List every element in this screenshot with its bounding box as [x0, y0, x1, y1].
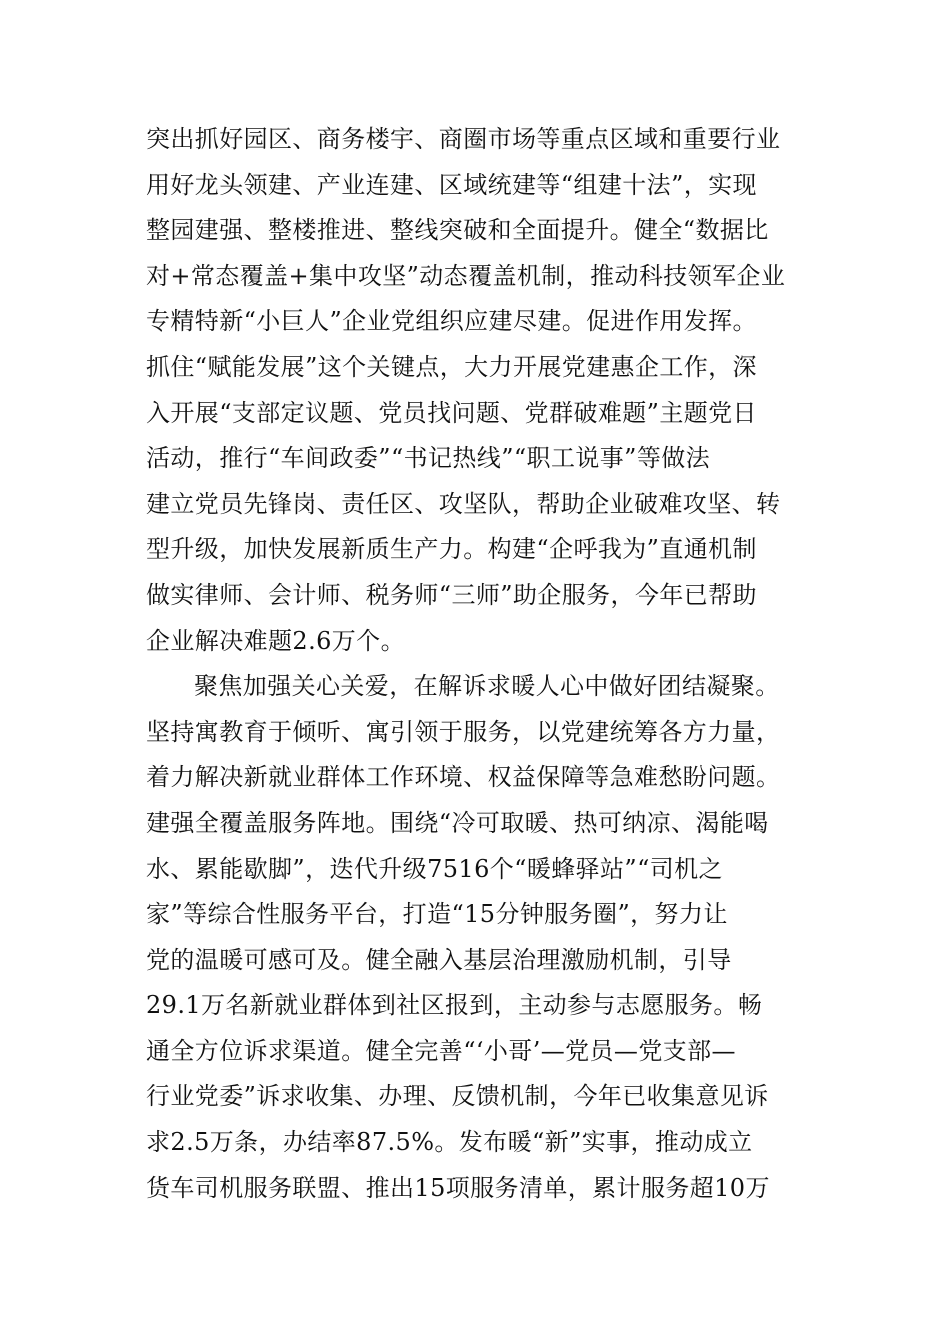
text-line: 着力解决新就业群体工作环境、权益保障等急难愁盼问题。	[146, 763, 781, 792]
text-line: 做实律师、会计师、税务师“三师”助企服务，今年已帮助	[146, 580, 757, 609]
text-line: 建立党员先锋岗、责任区、攻坚队，帮助企业破难攻坚、转	[146, 489, 781, 518]
text-line: 对+常态覆盖+集中攻坚”动态覆盖机制，推动科技领军企业	[146, 261, 786, 290]
text-line: 专精特新“小巨人”企业党组织应建尽建。促进作用发挥。	[146, 307, 757, 336]
text-line: 活动，推行“车间政委”“书记热线”“职工说事”等做法	[146, 444, 711, 473]
text-line: 整园建强、整楼推进、整线突破和全面提升。健全“数据比	[146, 216, 769, 245]
paragraph-first-line: 聚焦加强关心关爱，在解诉求暖人心中做好团结凝聚。	[194, 672, 780, 701]
text-line: 水、累能歇脚”，迭代升级7516个“暖蜂驿站”“司机之	[146, 854, 723, 883]
body-text	[146, 117, 818, 1211]
text-line: 抓住“赋能发展”这个关键点，大力开展党建惠企工作，深	[146, 352, 757, 381]
text-line: 货车司机服务联盟、推出15项服务清单，累计服务超10万	[146, 1173, 770, 1202]
text-line: 入开展“支部定议题、党员找问题、党群破难题”主题党日	[146, 398, 757, 427]
text-line: 求2.5万条，办结率87.5%。发布暖“新”实事，推动成立	[146, 1128, 753, 1157]
text-line: 型升级，加快发展新质生产力。构建“企呼我为”直通机制	[146, 535, 757, 564]
text-line: 建强全覆盖服务阵地。围绕“冷可取暖、热可纳凉、渴能喝	[146, 808, 769, 837]
text-line: 通全方位诉求渠道。健全完善“‘小哥’—党员—党支部—	[146, 1036, 736, 1065]
text-line: 29.1万名新就业群体到社区报到，主动参与志愿服务。畅	[146, 991, 763, 1020]
text-line: 企业解决难题2.6万个。	[146, 626, 405, 655]
text-line: 坚持寓教育于倾听、寓引领于服务，以党建统筹各方力量，	[146, 717, 781, 746]
text-line: 用好龙头领建、产业连建、区域统建等“组建十法”，实现	[146, 170, 757, 199]
text-line: 党的温暖可感可及。健全融入基层治理激励机制，引导	[146, 945, 732, 974]
text-line: 行业党委”诉求收集、办理、反馈机制，今年已收集意见诉	[146, 1082, 769, 1111]
text-line: 家”等综合性服务平台，打造“15分钟服务圈”，努力让	[146, 900, 728, 929]
text-line: 突出抓好园区、商务楼宇、商圈市场等重点区域和重要行业	[146, 125, 781, 153]
